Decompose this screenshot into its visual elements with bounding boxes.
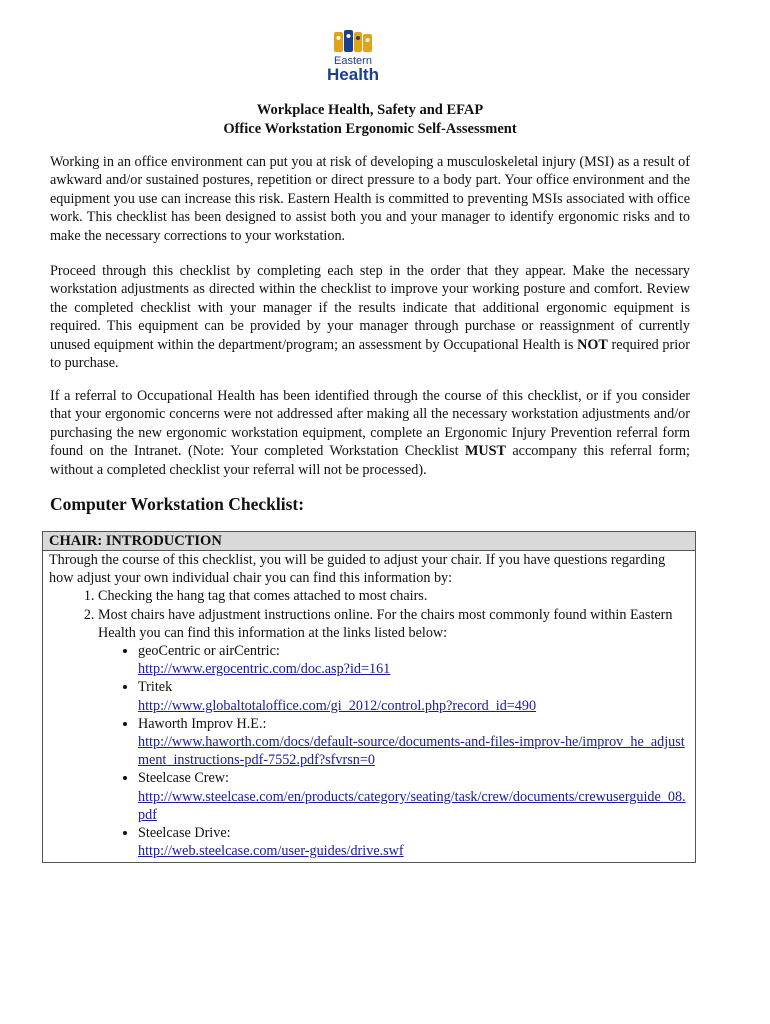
- chair-item: [138, 824, 689, 860]
- emphasis-not: NOT: [577, 336, 608, 353]
- chair-link[interactable]: http://web.steelcase.com/user-guides/drive.swf: [138, 843, 404, 860]
- step-item: 1. Checking the hang tag that comes attached to most chairs.: [98, 587, 689, 605]
- step-item: [98, 606, 689, 861]
- box-body: [43, 551, 695, 860]
- chair-link[interactable]: http://www.globaltotaloffice.com/gi_2012/control.php?record_id=490: [138, 697, 537, 714]
- chair-name: Haworth Improv H.E.:: [138, 715, 267, 732]
- chair-name: Steelcase Drive:: [138, 825, 231, 842]
- box-intro-text: Through the course of this checklist, you will be guided to adjust your chair. If you have questions regarding how adjust your own individual chair you can find this information by:: [49, 552, 666, 587]
- eastern-health-logo: [318, 28, 388, 88]
- logo-text-health: Health: [327, 65, 379, 84]
- paragraph-text: Proceed through this checklist by completing each step in the order that they appear. Make the necessary workstation adjustments as directed within the checklist to improve your working posture and comfort. Review the completed checklist with your manager if the results indicate that additional ergonomic equipment is required. This equipment can be provided by your manager through purchase or reassignment of currently unused equipment within the department/program; an assessment by Occupational Health is: [50, 263, 690, 353]
- emphasis-must: MUST: [464, 443, 506, 460]
- chair-name: Tritek: [138, 679, 173, 696]
- intro-paragraph-2: [50, 262, 690, 372]
- paragraph-text: required prior to purchase.: [50, 336, 690, 372]
- intro-paragraph-3: [50, 387, 690, 479]
- steps-list: [49, 587, 689, 860]
- chair-links-list: [98, 642, 689, 860]
- step-text: Most chairs have adjustment instructions online. For the chairs most commonly found within Eastern Health you can find this information at the links listed below:: [98, 606, 673, 641]
- chair-item: [138, 642, 689, 678]
- document-header: [50, 101, 690, 139]
- chair-name: Steelcase Crew:: [138, 770, 229, 787]
- box-header: CHAIR: INTRODUCTION: [43, 532, 695, 551]
- chair-introduction-box: [42, 531, 696, 863]
- chair-link[interactable]: http://www.ergocentric.com/doc.asp?id=161: [138, 661, 391, 678]
- chair-item: [138, 678, 689, 714]
- logo-figures-icon: [333, 28, 373, 54]
- paragraph-text: If a referral to Occupational Health has been identified through the course of this checklist, or if you consider that your ergonomic concerns were not addressed after making all the necessary workstation adjustments and/or purchasing the new ergonomic workstation equipment, complete an Ergonomic Injury Prevention referral form found on the Intranet. (Note: Your completed Workstation Checklist: [50, 388, 690, 460]
- chair-name: geoCentric or airCentric:: [138, 643, 280, 660]
- chair-link[interactable]: http://www.haworth.com/docs/default-source/documents-and-files-improv-he/improv_he_adjustment_instructions-pdf-7552.pdf?sfvrsn=0: [138, 734, 685, 769]
- document-title: Workplace Health, Safety and EFAP: [256, 102, 484, 118]
- intro-paragraph-1: Working in an office environment can put you at risk of developing a musculoskeletal injury (MSI) as a result of awkward and/or sustained postures, repetition or direct pressure to a body part. Your office environment and the equipment you use can increase this risk. Eastern Health is committed to preventing MSIs associated with office work. This checklist has been designed to assist both you and your manager to identify ergonomic risks and to make the necessary corrections to your workstation.: [50, 154, 690, 244]
- section-title: Computer Workstation Checklist:: [50, 494, 305, 514]
- chair-item: [138, 769, 689, 824]
- chair-item: [138, 715, 689, 770]
- logo-text-eastern: Eastern: [334, 55, 372, 67]
- paragraph-text: accompany this referral form; without a completed checklist your referral will not be processed).: [50, 443, 690, 478]
- document-subtitle: Office Workstation Ergonomic Self-Assessment: [223, 121, 517, 137]
- chair-link[interactable]: http://www.steelcase.com/en/products/category/seating/task/crew/documents/crewuserguide_08.pdf: [138, 788, 686, 823]
